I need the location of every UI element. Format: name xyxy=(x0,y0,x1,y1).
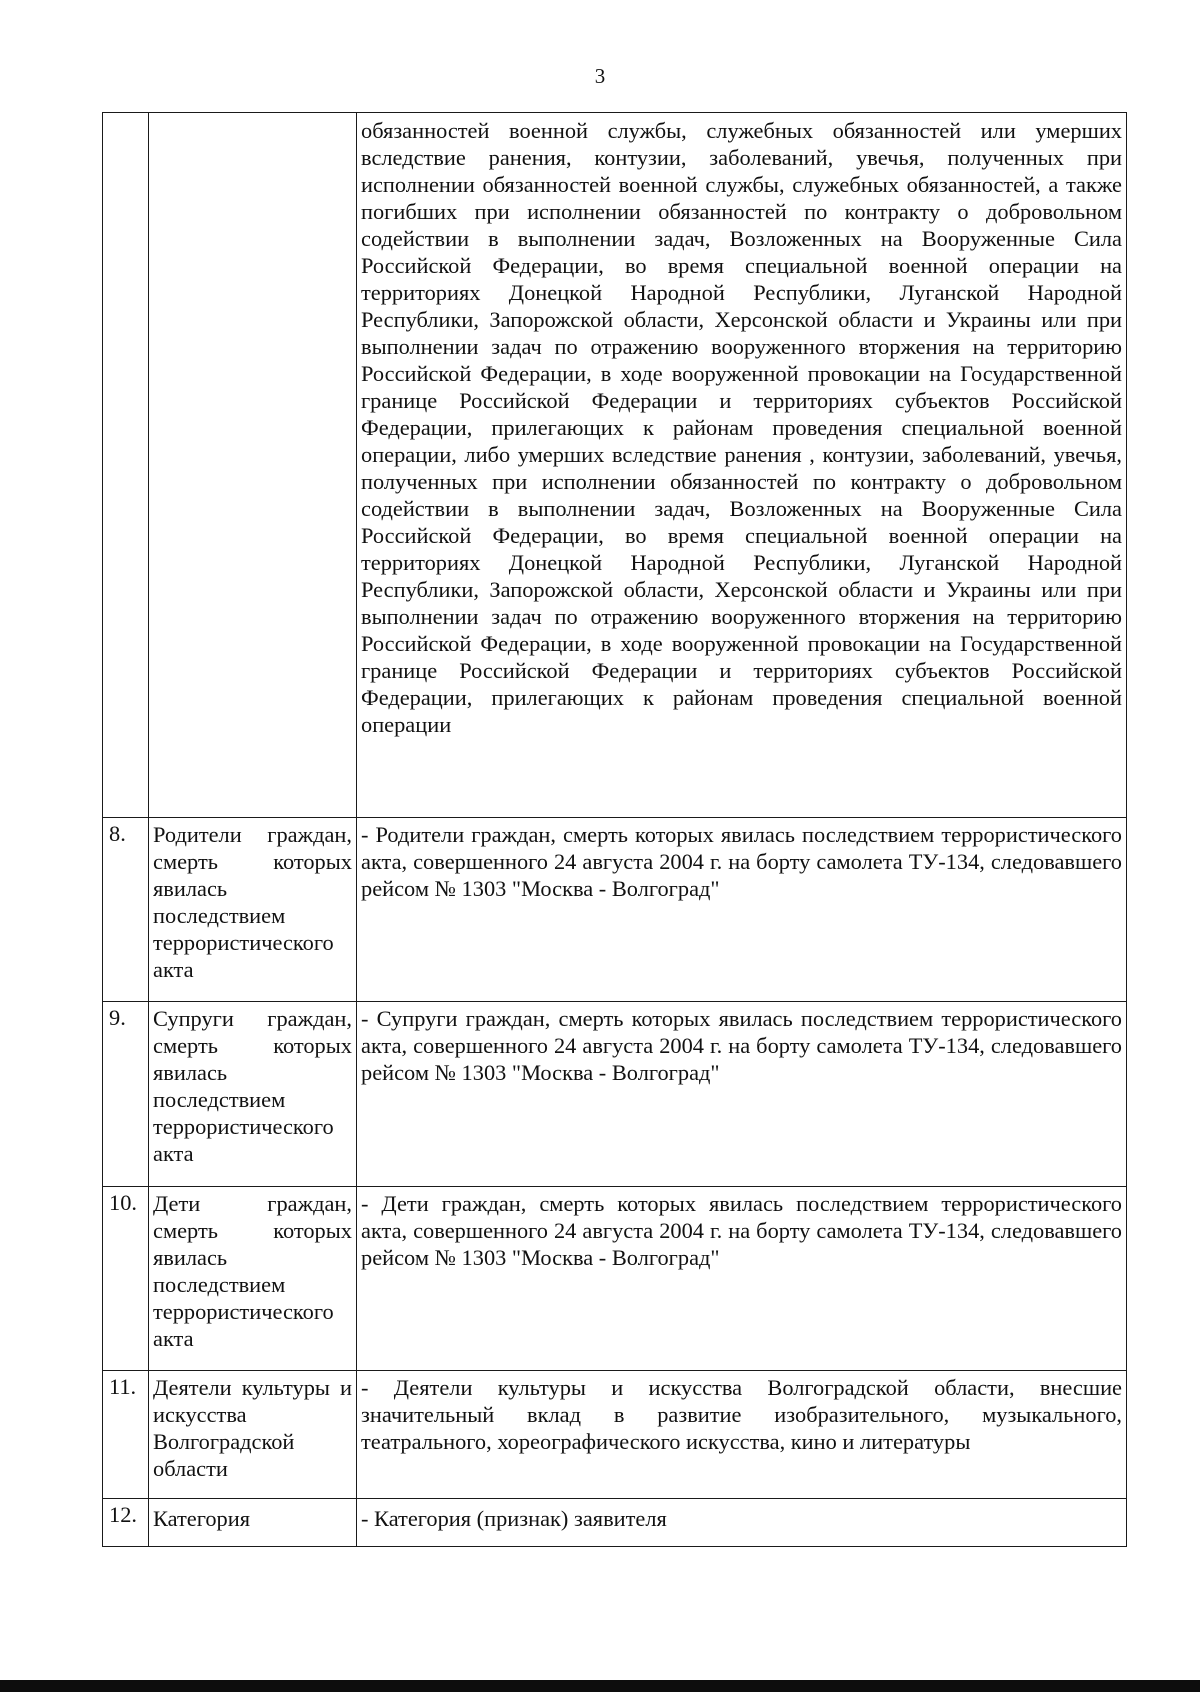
category-name-cell: Дети граждан, смерть которых явилась последствием террористического акта xyxy=(149,1187,357,1371)
page-number: 3 xyxy=(594,64,606,88)
category-name-cell: Категория xyxy=(149,1499,357,1547)
category-name-cell: Родители граждан, смерть которых явилась последствием террористического акта xyxy=(149,818,357,1002)
category-name-cell xyxy=(149,113,357,818)
categories-table xyxy=(102,112,1127,1547)
row-number-cell xyxy=(103,113,149,818)
category-description-cell: - Категория (признак) заявителя xyxy=(357,1499,1127,1547)
category-description-cell: - Деятели культуры и искусства Волгоградской области, внесшие значительный вклад в развитие изобразительного, музыкального, театрального, хореографического искусства, кино и литературы xyxy=(357,1371,1127,1499)
table-row-continuation xyxy=(103,113,1127,818)
scan-bottom-edge xyxy=(0,1680,1200,1692)
category-name-cell: Деятели культуры и искусства Волгоградской области xyxy=(149,1371,357,1499)
category-description-cell: - Супруги граждан, смерть которых явилась последствием террористического акта, совершенного 24 августа 2004 г. на борту самолета ТУ-134, следовавшего рейсом № 1303 "Москва - Волгоград" xyxy=(357,1002,1127,1187)
row-number-cell: 8. xyxy=(103,818,149,1002)
row-number-cell: 12. xyxy=(103,1499,149,1547)
category-description-cell: обязанностей военной службы, служебных обязанностей или умерших вследствие ранения, контузии, заболеваний, увечья, полученных при исполнении обязанностей военной службы, служебных обязанностей, а также погибших при исполнении обязанностей по контракту о добровольном содействии в выполнении задач, Возложенных на Вооруженные Сила Российской Федерации, во время специальной военной операции на территориях Донецкой Народной Республики, Луганской Народной Республики, Запорожской области, Херсонской области и Украины или при выполнении задач по отражению вооруженного вторжения на территорию Российской Федерации, в ходе вооруженной провокации на Государственной границе Российской Федерации и территориях субъектов Российской Федерации, прилегающих к районам проведения специальной военной операции, либо умерших вследствие ранения , контузии, заболеваний, увечья, полученных при исполнении обязанностей по контракту о добровольном содействии в выполнении задач, Возложенных на Вооруженные Сила Российской Федерации, во время специальной военной операции на территориях Донецкой Народной Республики, Луганской Народной Республики, Запорожской области, Херсонской области и Украины или при выполнении задач по отражению вооруженного вторжения на территорию Российской Федерации, в ходе вооруженной провокации на Государственной границе Российской Федерации и территориях субъектов Российской Федерации, прилегающих к районам проведения специальной военной операции xyxy=(357,113,1127,818)
table-row xyxy=(103,1371,1127,1499)
row-number-cell: 11. xyxy=(103,1371,149,1499)
table-row xyxy=(103,1002,1127,1187)
row-number-cell: 10. xyxy=(103,1187,149,1371)
category-description-cell: - Родители граждан, смерть которых явилась последствием террористического акта, совершенного 24 августа 2004 г. на борту самолета ТУ-134, следовавшего рейсом № 1303 "Москва - Волгоград" xyxy=(357,818,1127,1002)
table-row xyxy=(103,818,1127,1002)
category-description-cell: - Дети граждан, смерть которых явилась последствием террористического акта, совершенного 24 августа 2004 г. на борту самолета ТУ-134, следовавшего рейсом № 1303 "Москва - Волгоград" xyxy=(357,1187,1127,1371)
table-row xyxy=(103,1499,1127,1547)
category-name-cell: Супруги граждан, смерть которых явилась последствием террористического акта xyxy=(149,1002,357,1187)
table-row xyxy=(103,1187,1127,1371)
row-number-cell: 9. xyxy=(103,1002,149,1187)
